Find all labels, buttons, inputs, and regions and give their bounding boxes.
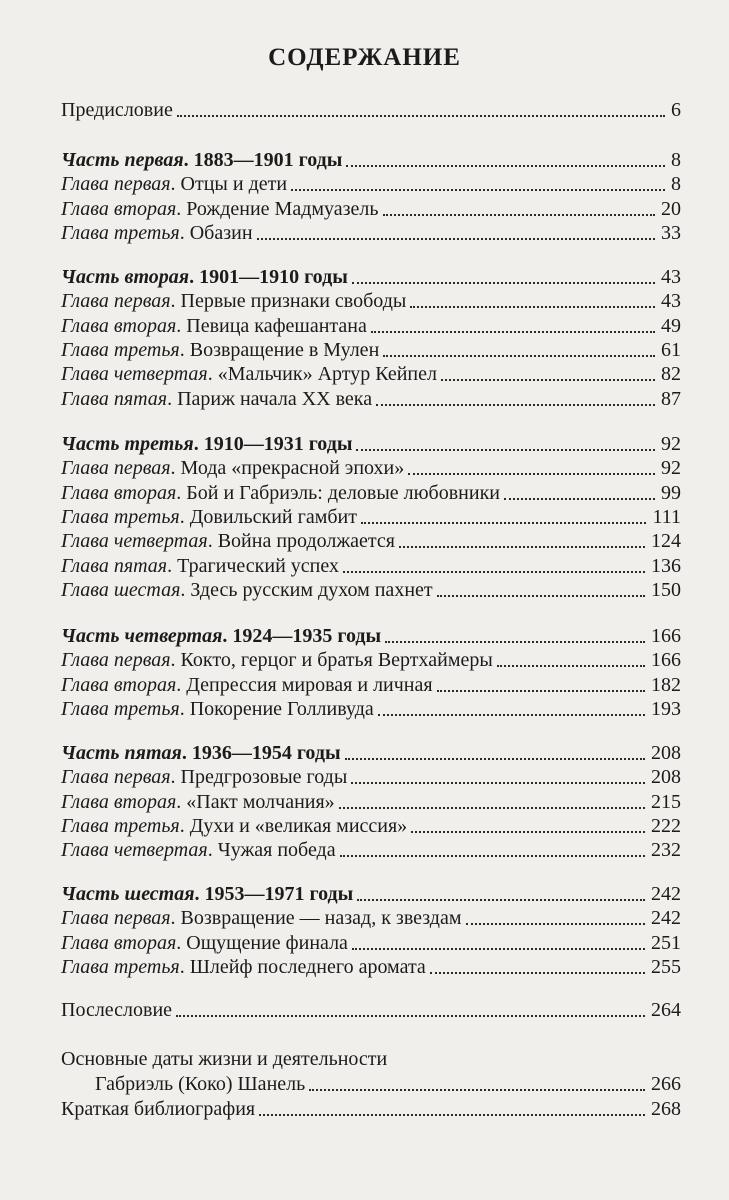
chronology-line1[interactable]: Основные даты жизни и деятельности (61, 1048, 388, 1070)
page-number: 264 (651, 999, 681, 1021)
toc-entry-chapter[interactable] (61, 480, 681, 506)
page-number: 92 (661, 457, 681, 479)
chapter-title: . Здесь русским духом пахнет (180, 579, 433, 601)
chapter-title: . Возвращение — назад, к звездам (170, 907, 462, 929)
chapter-title: . Чужая победа (207, 839, 336, 861)
toc-entry-chapter[interactable] (61, 553, 681, 579)
dot-leader (383, 214, 655, 216)
chapter-title: . Трагический успех (167, 555, 339, 577)
chapter-title: . Покорение Голливуда (179, 698, 374, 720)
toc-entry-chapter[interactable] (61, 455, 681, 481)
chapter-title: . Депрессия мировая и личная (176, 674, 433, 696)
dot-leader (378, 714, 645, 716)
chapter-title: . «Пакт молчания» (176, 791, 335, 813)
chapter-label (61, 288, 410, 314)
dot-leader (361, 522, 647, 524)
chapter-label (61, 672, 437, 698)
dot-leader (176, 1015, 645, 1017)
part-years: . 1953—1971 годы (194, 883, 354, 905)
chapter-number: Глава третья (61, 815, 180, 837)
toc-entry-chronology[interactable] (61, 1071, 681, 1097)
page-number: 49 (661, 315, 681, 337)
chapter-title: . «Мальчик» Артур Кейпел (207, 363, 437, 385)
dot-leader (504, 498, 655, 500)
toc-entry-chapter[interactable] (61, 789, 681, 815)
part-years: . 1883—1901 годы (183, 149, 343, 171)
page-number: 8 (671, 149, 681, 171)
page-number: 82 (661, 363, 681, 385)
toc-entry-part[interactable] (61, 881, 681, 907)
chapter-title: . Мода «прекрасной эпохи» (170, 457, 405, 479)
part-years: . 1901—1910 годы (189, 266, 348, 288)
dot-leader (291, 189, 665, 191)
chapter-number: Глава шестая (61, 579, 181, 601)
dot-leader (437, 595, 645, 597)
chapter-label (61, 577, 437, 603)
chapter-label (61, 455, 408, 481)
toc-entry-chapter[interactable] (61, 288, 681, 314)
chapter-title: . Духи и «великая миссия» (179, 815, 408, 837)
chapter-title: . Обазин (179, 222, 253, 244)
chapter-title: . Рождение Мадмуазель (176, 198, 379, 220)
page-number: 43 (661, 266, 681, 288)
dot-leader (177, 115, 665, 117)
dot-leader (343, 571, 645, 573)
chapter-number: Глава первая (61, 290, 171, 312)
toc-entry-part[interactable] (61, 740, 681, 766)
chapter-label (61, 386, 376, 412)
toc-entry-chapter[interactable] (61, 672, 681, 698)
dot-leader (339, 807, 645, 809)
part-label (61, 431, 356, 457)
chapter-label (61, 647, 497, 673)
toc-entry-chapter[interactable] (61, 930, 681, 956)
chapter-label (61, 313, 371, 339)
entry-label: Послесловие (61, 999, 173, 1021)
chapter-number: Глава первая (61, 766, 171, 788)
toc-entry-preface[interactable] (61, 97, 681, 123)
dot-leader (357, 899, 645, 901)
part-years: . 1936—1954 годы (181, 742, 341, 764)
toc-entry-chapter[interactable] (61, 837, 681, 863)
toc-title: СОДЕРЖАНИЕ (268, 44, 461, 71)
part-label (61, 264, 352, 290)
dot-leader (385, 641, 645, 643)
part-name: Часть шестая (61, 883, 195, 905)
toc-entry-chapter[interactable] (61, 313, 681, 339)
page-number: 242 (651, 907, 681, 929)
dot-leader (356, 449, 655, 451)
chapter-number: Глава вторая (61, 674, 177, 696)
chapter-label (61, 905, 466, 931)
dot-leader (376, 404, 655, 406)
toc-entry-chapter[interactable] (61, 764, 681, 790)
page-number: 92 (661, 433, 681, 455)
chapter-label (61, 553, 343, 579)
page-number: 255 (651, 956, 681, 978)
dot-leader (408, 473, 655, 475)
chapter-number: Глава вторая (61, 932, 177, 954)
chapter-number: Глава третья (61, 506, 180, 528)
page-number: 208 (651, 742, 681, 764)
chapter-title: . Париж начала XX века (167, 388, 373, 410)
dot-leader (352, 282, 655, 284)
chapter-label (61, 954, 430, 980)
chapter-label (61, 480, 504, 506)
dot-leader (259, 1114, 645, 1116)
toc-entry-bibliography[interactable] (61, 1096, 681, 1122)
chapter-label (61, 337, 383, 363)
chapter-label (61, 171, 291, 197)
toc-entry-chapter[interactable] (61, 196, 681, 222)
dot-leader (257, 238, 655, 240)
page-number: 166 (651, 625, 681, 647)
dot-leader (430, 972, 645, 974)
toc-entry-part[interactable] (61, 623, 681, 649)
dot-leader (399, 546, 645, 548)
dot-leader (383, 355, 655, 357)
chapter-label (61, 220, 257, 246)
part-years: . 1910—1931 годы (193, 433, 353, 455)
toc-entry-part[interactable] (61, 431, 681, 457)
part-name: Часть четвертая (61, 625, 223, 647)
chapter-number: Глава третья (61, 698, 180, 720)
chapter-label (61, 813, 411, 839)
page-number: 43 (661, 290, 681, 312)
entry-label: Габриэль (Коко) Шанель (95, 1073, 306, 1095)
toc-entry-chapter[interactable] (61, 954, 681, 980)
dot-leader (352, 948, 645, 950)
chapter-number: Глава первая (61, 173, 171, 195)
page-number: 6 (671, 99, 681, 121)
toc-entry-chapter[interactable] (61, 813, 681, 839)
dot-leader (466, 923, 645, 925)
chapter-title: . Певица кафешантана (176, 315, 367, 337)
chapter-title: . Возвращение в Мулен (179, 339, 380, 361)
toc-entry-part[interactable] (61, 264, 681, 290)
page-number: 232 (651, 839, 681, 861)
chapter-number: Глава четвертая (61, 530, 208, 552)
chapter-title: . Война продолжается (207, 530, 395, 552)
chapter-label (61, 789, 339, 815)
toc-entry-afterword[interactable] (61, 997, 681, 1023)
page-number: 215 (651, 791, 681, 813)
toc-entry-chapter[interactable] (61, 361, 681, 387)
dot-leader (371, 331, 655, 333)
chapter-title: . Ощущение финала (176, 932, 348, 954)
dot-leader (497, 665, 645, 667)
chapter-number: Глава четвертая (61, 839, 208, 861)
chapter-title: . Первые признаки свободы (170, 290, 407, 312)
dot-leader (410, 306, 655, 308)
page-number: 87 (661, 388, 681, 410)
page-number: 124 (651, 530, 681, 552)
chapter-number: Глава четвертая (61, 363, 208, 385)
chapter-title: . Кокто, герцог и братья Вертхаймеры (170, 649, 493, 671)
part-label (61, 740, 345, 766)
chapter-number: Глава пятая (61, 388, 168, 410)
chapter-number: Глава вторая (61, 315, 177, 337)
chapter-label (61, 528, 399, 554)
chapter-label (61, 504, 361, 530)
page-number: 193 (651, 698, 681, 720)
chapter-number: Глава вторая (61, 482, 177, 504)
chapter-number: Глава первая (61, 907, 171, 929)
chapter-title: . Шлейф последнего аромата (179, 956, 426, 978)
chapter-title: . Предгрозовые годы (170, 766, 348, 788)
page-number: 33 (661, 222, 681, 244)
page-number: 150 (651, 579, 681, 601)
page-number: 251 (651, 932, 681, 954)
chapter-label (61, 361, 441, 387)
toc-entry-chapter[interactable] (61, 647, 681, 673)
page-number: 8 (671, 173, 681, 195)
dot-leader (345, 758, 645, 760)
page-number: 222 (651, 815, 681, 837)
chapter-number: Глава третья (61, 956, 180, 978)
page-number: 208 (651, 766, 681, 788)
dot-leader (309, 1089, 645, 1091)
dot-leader (437, 690, 645, 692)
toc-entry-chapter[interactable] (61, 220, 681, 246)
part-name: Часть третья (61, 433, 194, 455)
chapter-label (61, 196, 383, 222)
part-years: . 1924—1935 годы (222, 625, 382, 647)
toc-entry-chapter[interactable] (61, 171, 681, 197)
entry-label: Краткая библиография (61, 1098, 256, 1120)
chapter-label (61, 930, 352, 956)
chapter-number: Глава первая (61, 457, 171, 479)
toc-entry-chapter[interactable] (61, 337, 681, 363)
part-name: Часть вторая (61, 266, 190, 288)
page-number: 268 (651, 1098, 681, 1120)
dot-leader (340, 855, 645, 857)
toc-entry-chapter[interactable] (61, 386, 681, 412)
chapter-title: . Бой и Габриэль: деловые любовники (176, 482, 500, 504)
toc-entry-part[interactable] (61, 147, 681, 173)
chapter-title: . Довильский гамбит (179, 506, 357, 528)
toc-entry-chapter[interactable] (61, 504, 681, 530)
chapter-title: . Отцы и дети (170, 173, 288, 195)
page-number: 61 (661, 339, 681, 361)
chapter-number: Глава третья (61, 339, 180, 361)
dot-leader (441, 379, 655, 381)
chapter-number: Глава пятая (61, 555, 168, 577)
chapter-number: Глава первая (61, 649, 171, 671)
page-number: 166 (651, 649, 681, 671)
page-number: 20 (661, 198, 681, 220)
toc-entry-chapter[interactable] (61, 905, 681, 931)
part-name: Часть пятая (61, 742, 182, 764)
chapter-number: Глава вторая (61, 791, 177, 813)
part-name: Часть первая (61, 149, 184, 171)
dot-leader (411, 831, 645, 833)
toc-entry-chapter[interactable] (61, 577, 681, 603)
dot-leader (346, 165, 665, 167)
page-number: 182 (651, 674, 681, 696)
toc-entry-chapter[interactable] (61, 696, 681, 722)
chapter-label (61, 764, 351, 790)
chapter-label (61, 696, 378, 722)
entry-label: Предисловие (61, 99, 173, 121)
page-number: 136 (651, 555, 681, 577)
chapter-label (61, 837, 340, 863)
page-number: 266 (651, 1073, 681, 1095)
chapter-number: Глава третья (61, 222, 180, 244)
toc-entry-chapter[interactable] (61, 528, 681, 554)
part-label (61, 147, 346, 173)
dot-leader (351, 782, 645, 784)
page-number: 242 (651, 883, 681, 905)
chapter-number: Глава вторая (61, 198, 177, 220)
page-number: 99 (661, 482, 681, 504)
part-label (61, 881, 357, 907)
page-number: 111 (652, 506, 681, 528)
part-label (61, 623, 385, 649)
